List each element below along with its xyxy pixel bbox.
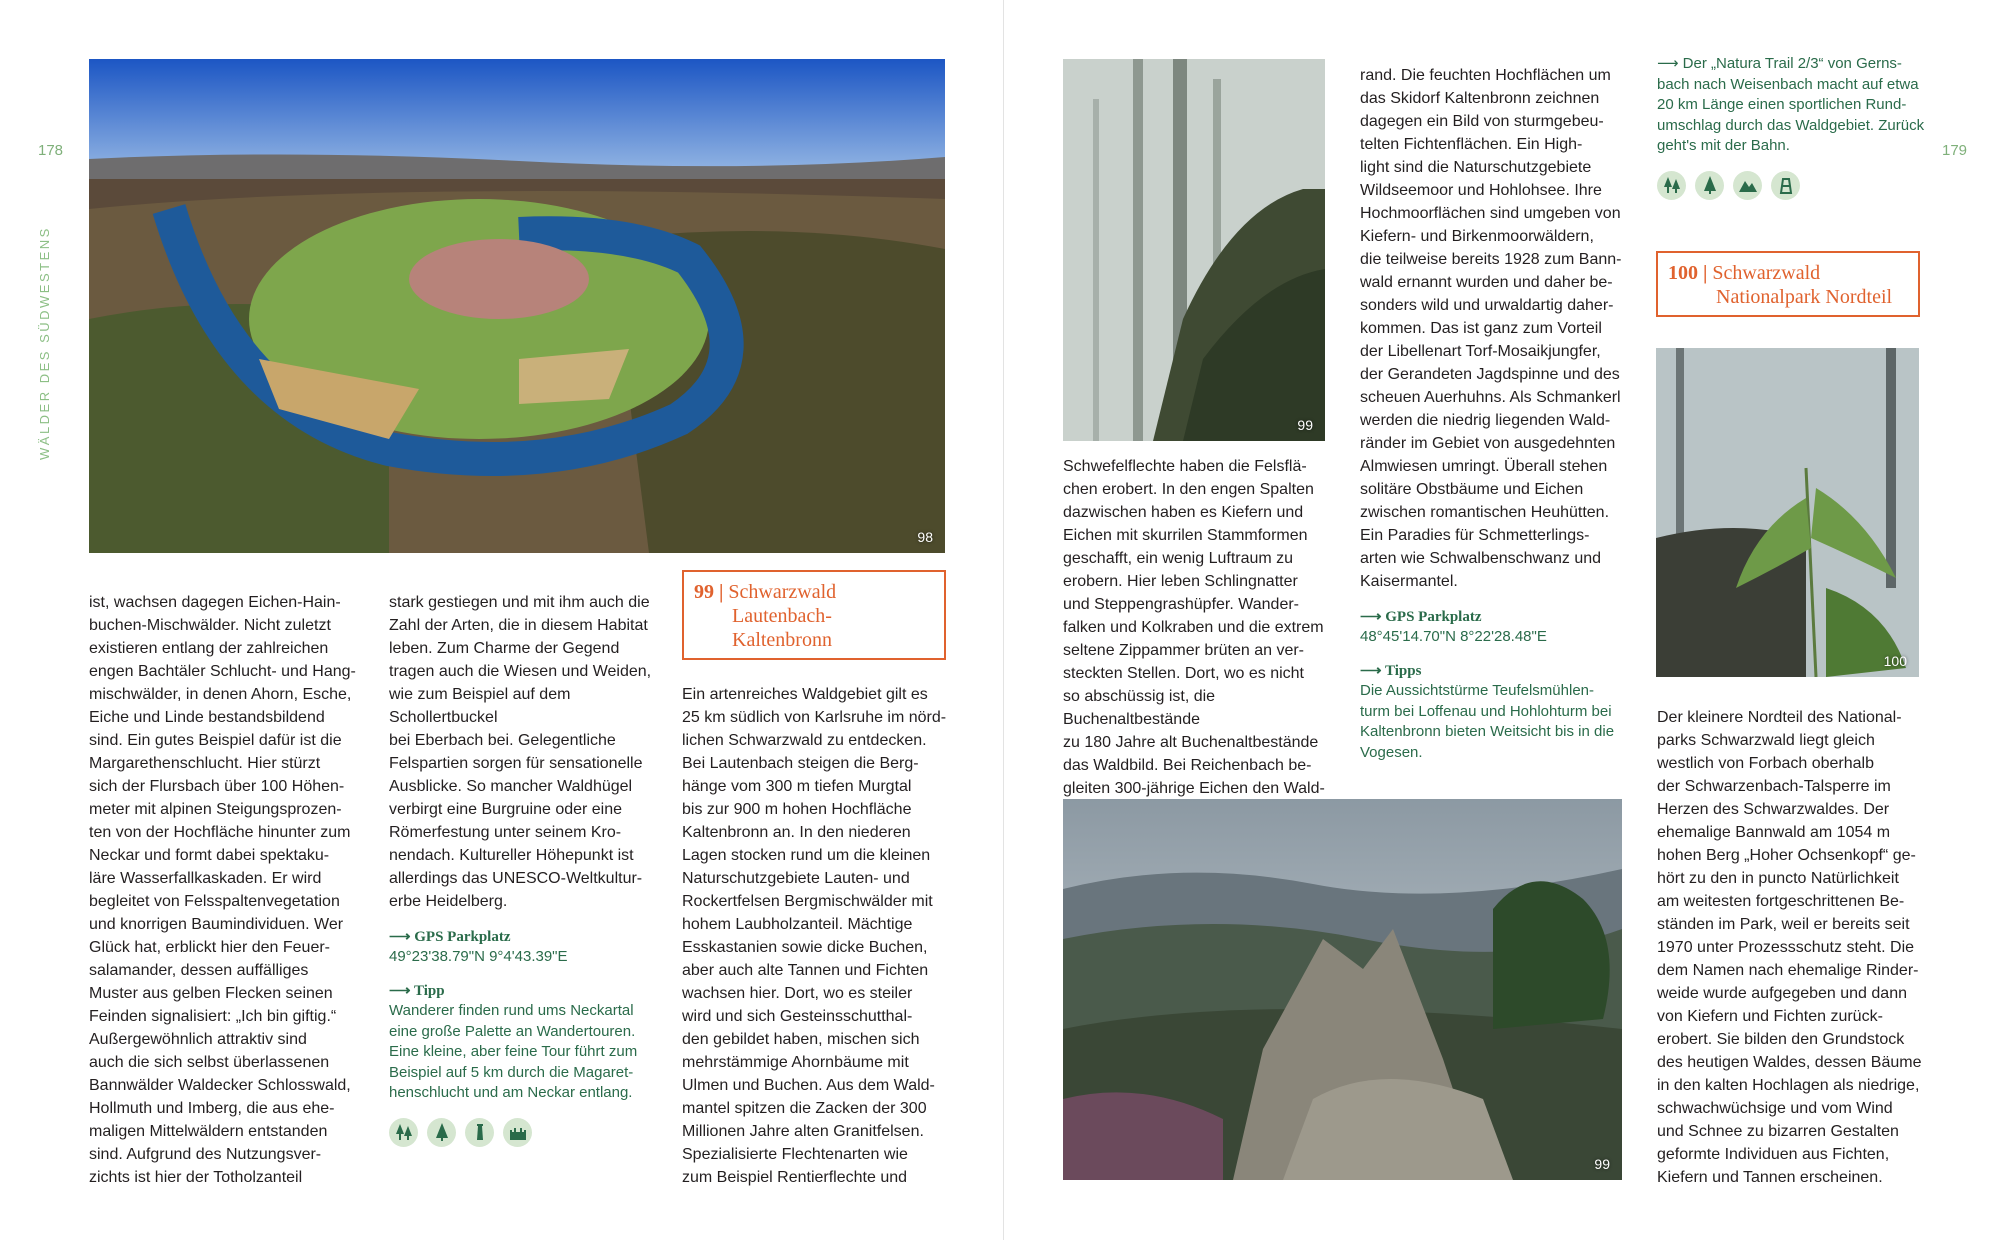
right-column-2-text: rand. Die feuchten Hochflächen um das Skidorf Kaltenbronn zeichnen dagegen ein Bild von sturmgebeu- telten Fichtenflächen. Ein High- light sind die Naturschutzgebiete Wildseemoor und Hohlohsee. Ihre Hochmoorflächen sind umgeben von Kiefern- und Birkenmoorwäldern, die teilweise bereits 1928 zum Bann- wald ernannt wurden und daher be- sonders wild und urwaldartig daher- kommen. Das ist ganz zum Vorteil der Libellenart Torf-Mosaikjungfer, der Gerandeten Jagdspinne und des scheuen Auerhuhns. Als Schmankerl werden die niedrig liegenden Wald- ränder im Gebiet von ausgedehnten Almwiesen umringt. Überall stehen solitäre Obstbäume und Eichen zwischen romantischen Heuhütten. Ein Paradies für Schmetterlings- arten wie Schwalbenschwanz und Kaisermantel. [1360,67,1622,590]
section-number-99: 99 | [694,581,724,603]
mountains-icon [1733,171,1762,200]
gps-value-right: 48°45'14.70"N 8°22'28.48"E [1360,628,1547,645]
tower-icon [1771,171,1800,200]
lighthouse-tower-icon [465,1118,494,1147]
section-box-99 [682,570,946,660]
conifer-icon [1695,171,1724,200]
right-column-3-text: Der kleinere Nordteil des National- parks Schwarzwald liegt gleich westlich von Forbach oberhalb der Schwarzenbach-Talsperre im Herzen des Schwarzwaldes. Der ehemalige Bannwald am 1054 m hohen Berg „Hoher Ochsenkopf“ ge- hört zu den in puncto Natürlichkeit am weitesten fortgeschrittenen Be- ständen im Park, weil er bereits seit 1970 unter Prozessschutz steht. Die dem Namen nach ehemalige Rinder- weide wurde aufgegeben und dann von Kiefern und Fichten zurück- erobert. Sie bilden den Grundstock des heutigen Waldes, dessen Bäume in den kalten Hochlagen als niedrige, schwachwüchsige und vom Wind und Schnee zu bizarren Gestalten geformte Individuen aus Fichten, Kiefern und Tannen erscheinen. [1657,709,1922,1186]
left-column-2-text: stark gestiegen und mit ihm auch die Zahl der Arten, die in diesem Habitat leben. Zum Charme der Gegend tragen auch die Wiesen und Weiden, wie zum Beispiel auf dem Schollertbuckel bei Eberbach bei. Gelegentliche Felspartien sorgen für sensationelle Ausblicke. So mancher Waldhügel verbirgt eine Burgruine oder eine Römerfestung unter seinem Kro- nendach. Kultureller Höhepunkt ist allerdings das UNESCO-Weltkultur- erbe Heidelberg. [389,594,652,910]
gps-value-left: 49°23'38.79"N 9°4'43.39"E [389,948,568,965]
photo-forest-rocks [1063,59,1325,441]
section-title-99-line1: Schwarzwald [728,581,837,603]
gps-label-right: ⟶ GPS Parkplatz [1360,609,1482,625]
photo-number-98: 98 [917,529,933,545]
spread-gutter [1003,0,1004,1240]
gps-label-left: ⟶ GPS Parkplatz [389,929,511,945]
forest-icon [1657,171,1686,200]
right-column-1-text: Schwefelflechte haben die Felsflä- chen erobert. In den engen Spalten dazwischen haben es Kiefern und Eichen mit skurrilen Stammformen geschafft, ein wenig Luftraum zu erobern. Hier leben Schlingnatter und Steppengrashüpfer. Wander- falken und Kolkraben und die extrem seltene Zippammer brüten an ver- steckten Stellen. Dort, wo es nicht so abschüssig ist, die Buchenaltbestände zu 180 Jahre alt Buchenaltbestände das Waldbild. Bei Reichenbach be- gleiten 300-jährige Eichen den Wald- [1063,458,1325,797]
running-head: WÄLDER DES SÜDWESTENS [37,226,52,460]
photo-number-99-top: 99 [1297,417,1313,433]
right-column-2 [1360,64,1635,763]
left-column-3-text: Ein artenreiches Waldgebiet gilt es 25 km südlich von Karlsruhe im nörd- lichen Schwarzwald zu entdecken. Bei Lautenbach steigen die Berg- hänge vom 300 m tiefen Murgtal bis zur 900 m hohen Hochfläche Kaltenbronn an. In den niederen Lagen stocken rund um die kleinen Naturschutzgebiete Lauten- und Rockertfelsen Bergmischwälder mit hohem Laubholzanteil. Mächtige Esskastanien sowie dicke Buchen, aber auch alte Tannen und Fichten wachsen hier. Dort, wo es steiler wird und sich Gesteinsschutthal- den gebildet haben, mischen sich mehrstämmige Ahornbäume mit Ulmen und Buchen. Aus dem Wald- mantel spitzen die Zacken der 300 Millionen Jahre alten Granitfelsen. Spezialisierte Flechtenarten wie zum Beispiel Rentierflechte und [682,686,947,1186]
photo-number-99-bottom: 99 [1594,1156,1610,1172]
photo-neckar-loop [89,59,945,553]
tips-text-right: Die Aussichtstürme Teufelsmühlen- turm bei Loffenau und Hohlohturm bei Kaltenbronn bieten Weitsicht bis in die Vogesen. [1360,682,1615,761]
section-number-100: 100 | [1668,262,1708,284]
photo-number-100: 100 [1883,653,1907,669]
left-column-2 [389,591,669,1147]
conifer-icon [427,1118,456,1147]
photo-granite-landscape [1063,799,1622,1180]
section-title-99-line2: Lautenbach- [732,605,832,627]
section-title-99-line3: Kaltenbronn [732,629,832,651]
castle-icon [503,1118,532,1147]
forest-icon [389,1118,418,1147]
right-column-3-top [1657,54,1927,200]
section-title-100-line2: Nationalpark Nordteil [1716,286,1893,308]
natura-trail-tip: ⟶ Der „Natura Trail 2/3“ von Gerns- bach nach Weisenbach macht auf etwa 20 km Länge einen sportlichen Rund- umschlag durch das Waldgebiet. Zurück geht's mit der Bahn. [1657,55,1925,154]
photo-fern-forest [1656,348,1919,677]
section-title-100-line1: Schwarzwald [1712,262,1821,284]
icon-row-left [389,1118,669,1147]
icon-row-right [1657,171,1927,200]
tip-text-left: Wanderer finden rund ums Neckartal eine große Palette an Wandertouren. Eine kleine, aber feine Tour führt zum Beispiel auf 5 km durch die Magaret- henschlucht und am Neckar entlang. [389,1002,638,1101]
tip-label-left: ⟶ Tipp [389,983,445,999]
page-number-right: 179 [1942,142,1968,159]
section-box-100 [1656,251,1920,317]
tips-label-right: ⟶ Tipps [1360,663,1422,679]
left-column-1-text: ist, wachsen dagegen Eichen-Hain- buchen-Mischwälder. Nicht zuletzt existieren entlang der zahlreichen engen Bachtäler Schlucht- und Hang- mischwälder, in denen Ahorn, Esche, Eiche und Linde bestandsbildend sind. Ein gutes Beispiel dafür ist die Margarethenschlucht. Hier stürzt sich der Flursbach über 100 Höhen- meter mit alpinen Steigungsprozen- ten von der Hochfläche hinunter zum Neckar und formt dabei spektaku- läre Wasserfallkaskaden. Er wird begleitet von Felsspaltenvegetation und knorrigen Baumindividuen. Wer Glück hat, erblickt hier den Feuer- salamander, dessen auffälliges Muster aus gelben Flecken seinen Feinden signalisiert: „Ich bin giftig.“ Außergewöhnlich attraktiv sind auch die sich selbst überlassenen Bannwälder Waldecker Schlosswald, Hollmuth und Imberg, die aus ehe- maligen Mittelwäldern entstanden sind. Aufgrund des Nutzungsver- zichts ist hier der Totholzanteil [89,594,356,1186]
page-number-left: 178 [38,142,64,159]
